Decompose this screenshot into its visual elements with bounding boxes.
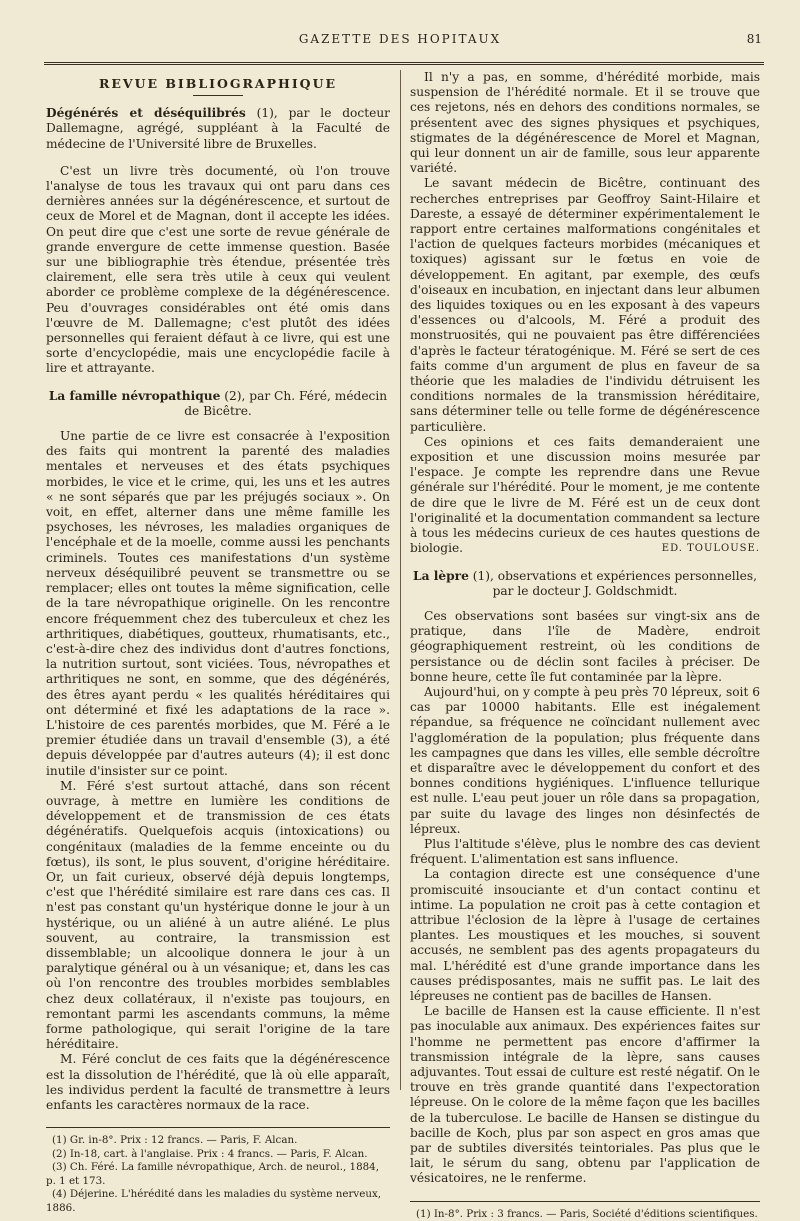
paragraph: M. Féré s'est surtout attaché, dans son récent ouvrage, à mettre en lumière les conditions de développement et de transmission de ces états dégénératifs. Quelquefois acquis (intoxications) ou congénitaux (maladies de la femme enceinte ou du fœtus), ils sont, le plus souvent, d'origine héréditaire. Or, un fait curieux, observé déjà depuis longtemps, c'est que l'hérédité similaire est rare dans ces cas. Il n'est pas constant qu'un hystérique donne le jour à un hystérique, ou un aliéné à un autre aliéné. Le plus souvent, au contraire, la transmission est dissemblable; un alcoolique donnera le jour à un paralytique général ou à un vésanique; et, dans les cas où l'on rencontre des troubles morbides semblables chez deux collatéraux, il n'existe pas toujours, en remontant parmi les ascendants communs, la même forme pathologique, qui serait l'origine de la tare héréditaire. (46, 778, 390, 1052)
column-divider (400, 70, 401, 1090)
paragraph: C'est un livre très documenté, où l'on trouve l'analyse de tous les travaux qui ont paru dans ces dernières années sur la dégénérescence, et surtout de ceux de Morel et de Magnan, dont il accepte les idées. On peut dire que c'est une sorte de revue générale de grande envergure de cette immense question. Basée sur une bibliographie très étendue, présentée très clairement, elle sera très utile à ceux qui veulent aborder ce problème complexe de la dégénérescence. Peu d'ouvrages considérables ont été omis dans l'œuvre de M. Dallemagne; c'est plutôt des idées personnelles qui feraient défaut à ce livre, qui est une sorte d'encyclopédie, mais une encyclopédie facile à lire et attrayante. (46, 163, 390, 376)
paragraph: M. Féré conclut de ces faits que la dégénérescence est la dissolution de l'hérédité, que là où elle apparaît, les individus perdent la faculté de transmettre à leurs enfants les caractères normaux de la race. (46, 1052, 390, 1112)
left-column (46, 70, 390, 1215)
footnote: (4) Déjerine. L'hérédité dans les maladies du système nerveux, 1886. (46, 1188, 382, 1214)
footnote: (1) In-8°. Prix : 3 francs. — Paris, Société d'éditions scientifiques. (416, 1207, 758, 1220)
right-column (410, 70, 760, 1221)
footnote-rule (46, 1127, 390, 1128)
footnote: (3) Ch. Féré. La famille névropathique, Arch. de neurol., 1884, p. 1 et 173. (46, 1161, 380, 1187)
section-rule (193, 95, 243, 96)
entry-byline: (1), observations et expériences personnelles, par le docteur J. Goldschmidt. (472, 568, 757, 598)
entry-heading (46, 106, 390, 152)
header-rule (44, 62, 764, 65)
paragraph: La contagion directe est une conséquence d'une promiscuité insouciante et d'un contact continu et intime. La population ne croit pas à cette contagion et attribue l'éclosion de la lèpre à l'usage de certaines plantes. Les moustiques et les mouches, si souvent accusés, ne semblent pas des agents propagateurs du mal. L'hérédité est d'une grande importance dans les causes prédisposantes, mais ne suffit pas. Le lait des lépreuses ne contient pas de bacilles de Hansen. (410, 867, 760, 1003)
paragraph: Aujourd'hui, on y compte à peu près 70 lépreux, soit 6 cas par 10000 habitants. Elle est inégalement répandue, sa fréquence ne coïncidant nullement avec l'agglomération de la population; plus fréquente dans les campagnes que dans les villes, elle semble décroître et disparaître avec le développement du confort et des bonnes conditions hygiéniques. L'influence tellurique est nulle. L'eau peut jouer un rôle dans sa propagation, par suite du lavage des linges non désinfectés de lépreux. (410, 684, 760, 836)
page-number: 81 (746, 32, 762, 46)
entry-title: Dégénérés et déséquilibrés (46, 106, 246, 121)
running-head (0, 30, 800, 50)
paragraph: Ces observations sont basées sur vingt-six ans de pratique, dans l'île de Madère, endroit géographiquement restreint, où les conditions de persistance ou de déclin sont faciles à préciser. De bonne heure, cette île fut contaminée par la lèpre. (410, 608, 760, 684)
journal-title: GAZETTE DES HOPITAUX (298, 32, 502, 46)
paragraph: Il n'y a pas, en somme, d'hérédité morbide, mais suspension de l'hérédité normale. Et il se trouve que ces rejetons, nés en dehors des conditions normales, se présentent avec des signes physiques et psychiques, stigmates de la dégénérescence de Morel et Magnan, qui leur donnent un air de famille, sous leur apparente variété. (410, 70, 760, 176)
paragraph: Une partie de ce livre est consacrée à l'exposition des faits qui montrent la parenté des maladies mentales et nerveuses et des états psychiques morbides, le vice et le crime, qui, les uns et les autres « ne sont séparés que par les préjugés sociaux ». On voit, en effet, alterner dans une même famille les psychoses, les névroses, les maladies organiques de l'encéphale et de la moelle, comme aussi les penchants criminels. Toutes ces manifestations d'un système nerveux déséquilibré peuvent se transmettre ou se remplacer; elles ont toutes la même signification, celle de la tare névropathique originelle. On les rencontre encore fréquemment chez des tuberculeux et chez les arthritiques, diabétiques, goutteux, rhumatisants, etc., c'est-à-dire chez des individus dont d'autres fonctions, la nutrition surtout, sont viciées. Tous, névropathes et arthritiques ne sont, en somme, que des dégénérés, des êtres ayant perdu « les qualités héréditaires qui ont déterminé et fixé les adaptations de la race ». L'histoire de ces parentés morbides, que M. Féré a le premier étudiée dans un travail d'ensemble (3), a été depuis développée par d'autres auteurs (4); il est donc inutile d'insister sur ce point. (46, 429, 390, 778)
paragraph: Le bacille de Hansen est la cause efficiente. Il n'est pas inoculable aux animaux. Des expériences faites sur l'homme ne permettent pas encore d'affirmer la transmission intégrale de la lèpre, sans causes adjuvantes. Tout essai de culture est resté négatif. On le trouve en très grande quantité dans l'expectoration lépreuse. On le colore de la même façon que les bacilles de la tuberculose. Le bacille de Hansen se distingue du bacille de Koch, plus par son aspect en gros amas que par de subtiles diversités teintoriales. Pas plus que le lait, le sérum du sang, obtenu par l'application de vésicatoires, ne le renferme. (410, 1004, 760, 1186)
paragraph-text: Ces opinions et ces faits demanderaient une exposition et une discussion moins mesurée par l'espace. Je compte les reprendre dans une Revue générale sur l'hérédité. Pour le moment, je me contente de dire que le livre de M. Féré est un de ceux dont l'originalité et la documentation commandent sa lecture à tous les médecins curieux de ces hautes questions de biologie. (410, 434, 760, 556)
footnote-rule (410, 1201, 760, 1202)
entry-heading (410, 569, 760, 599)
footnote: (1) Gr. in-8°. Prix : 12 francs. — Paris, F. Alcan. (52, 1134, 298, 1147)
section-title: REVUE BIBLIOGRAPHIQUE (98, 76, 338, 91)
entry-byline: (1), par le docteur Dallemagne, agrégé, suppléant à la Faculté de médecine de l'Université libre de Bruxelles. (46, 106, 391, 151)
entry-heading (46, 389, 390, 419)
entry-byline: (2), par Ch. Féré, médecin de Bicêtre. (184, 388, 388, 418)
entry-title: La lèpre (413, 568, 469, 583)
paragraph (410, 435, 760, 557)
paragraph: Le savant médecin de Bicêtre, continuant des recherches entreprises par Geoffroy Saint-Hilaire et Dareste, a essayé de déterminer expérimentalement le rapport entre certaines malformations congénitales et l'action de quelques facteurs morbides (mécaniques et toxiques) agissant sur le fœtus en voie de développement. En agitant, par exemple, des œufs d'oiseaux en incubation, en injectant dans leur albumen des liquides toxiques ou en les exposant à des vapeurs d'essences ou d'alcools, M. Féré a produit des monstruosités, qui ne pouvaient pas être différenciées d'après le facteur tératogénique. M. Féré se sert de ces faits comme d'un argument de plus en faveur de sa théorie que les maladies de l'individu détruisent les conditions normales de la transmission héréditaire, sans déterminer telle ou telle forme de dégénérescence particulière. (410, 176, 760, 434)
paragraph: Plus l'altitude s'élève, plus le nombre des cas devient fréquent. L'alimentation est sans influence. (410, 836, 760, 867)
entry-title: La famille névropathique (48, 388, 221, 403)
signature: ED. TOULOUSE. (661, 543, 760, 555)
footnote: (2) In-18, cart. à l'anglaise. Prix : 4 francs. — Paris, F. Alcan. (52, 1147, 368, 1160)
